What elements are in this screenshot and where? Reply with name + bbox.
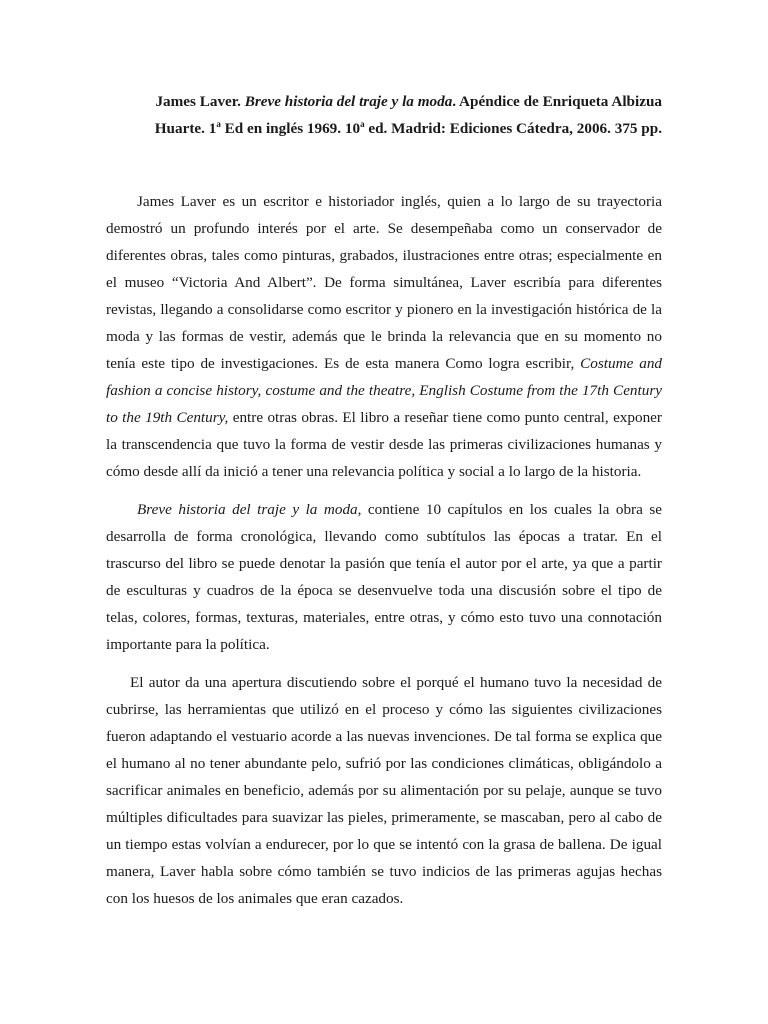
citation-publisher-c: ed. Madrid: Ediciones Cátedra, 2006. 375 pp. [364, 120, 662, 137]
citation-line-1 [106, 88, 662, 115]
paragraph-1-italic-titles: Costume and fashion a concise history, costume and the theatre, English Costume from the 17th Century to the 19th Century, [106, 355, 663, 426]
paragraph-3-text: El autor da una apertura discutiendo sobre el porqué el humano tuvo la necesidad de cubrirse, las herramientas que utilizó en el proceso y cómo las siguientes civilizaciones fueron adaptando el vestuario acorde a las nuevas invenciones. De tal forma se explica que el humano al no tener abundante pelo, sufrió por las condiciones climáticas, obligándolo a sacrificar animales en beneficio, además por su alimentación por su pelaje, aunque se tuvo múltiples dificultades para suavizar las pieles, primeramente, se mascaban, pero al cabo de un tiempo estas volvían a endurecer, por lo que se intentó con la grasa de ballena. De igual manera, Laver habla sobre cómo también se tuvo indicios de las primeras agujas hechas con los huesos de los animales que eran cazados. [106, 674, 662, 907]
edition-superscript-1: a [216, 118, 221, 129]
paragraph-2-italic-title: Breve historia del traje y la moda [137, 501, 358, 518]
paragraph-1-text-a: James Laver es un escritor e historiador inglés, quien a lo largo de su trayectoria demostró un profundo interés por el arte. Se desempeñaba como un conservador de diferentes obras, tales como pinturas, grabados, ilustraciones entre otras; especialmente en el museo “Victoria And Albert”. De forma simultánea, Laver escribía para diferentes revistas, llegando a consolidarse como escritor y pionero en la investigación histórica de la moda y las formas de vestir, además que le brinda la relevancia que en su momento no tenía este tipo de investigaciones. Es de esta manera Como logra escribir, [106, 193, 662, 372]
citation-line-2 [106, 115, 662, 142]
edition-superscript-2: a [360, 118, 365, 129]
paragraph-book-structure [106, 496, 662, 658]
paragraph-author-intro [106, 188, 662, 485]
citation-publisher-b: Ed en inglés 1969. 10 [220, 120, 361, 137]
paragraph-clothing-origins [106, 669, 662, 912]
paragraph-2-text: , contiene 10 capítulos en los cuales la obra se desarrolla de forma cronológica, llevando como subtítulos las épocas a tratar. En el trascurso del libro se puede denotar la pasión que tenía el autor por el arte, ya que a partir de esculturas y cuadros de la época se desenvuelve toda una discusión sobre el tipo de telas, colores, formas, texturas, materiales, entre otras, y cómo esto tuvo una connotación importante para la política. [106, 501, 662, 653]
citation-header [106, 88, 662, 142]
review-body [106, 188, 662, 923]
citation-book-title: Breve historia del traje y la moda [244, 93, 453, 110]
citation-author: James Laver. [155, 93, 241, 110]
paragraph-1-text-b: entre otras obras. El libro a reseñar tiene como punto central, exponer la transcendencia que tuvo la forma de vestir desde las primeras civilizaciones humanas y cómo desde allí da inició a tener una relevancia política y social a lo largo de la historia. [106, 409, 662, 480]
citation-publisher-a: Huarte. 1 [154, 120, 217, 137]
citation-appendix: . Apéndice de Enriqueta Albizua [452, 93, 662, 110]
